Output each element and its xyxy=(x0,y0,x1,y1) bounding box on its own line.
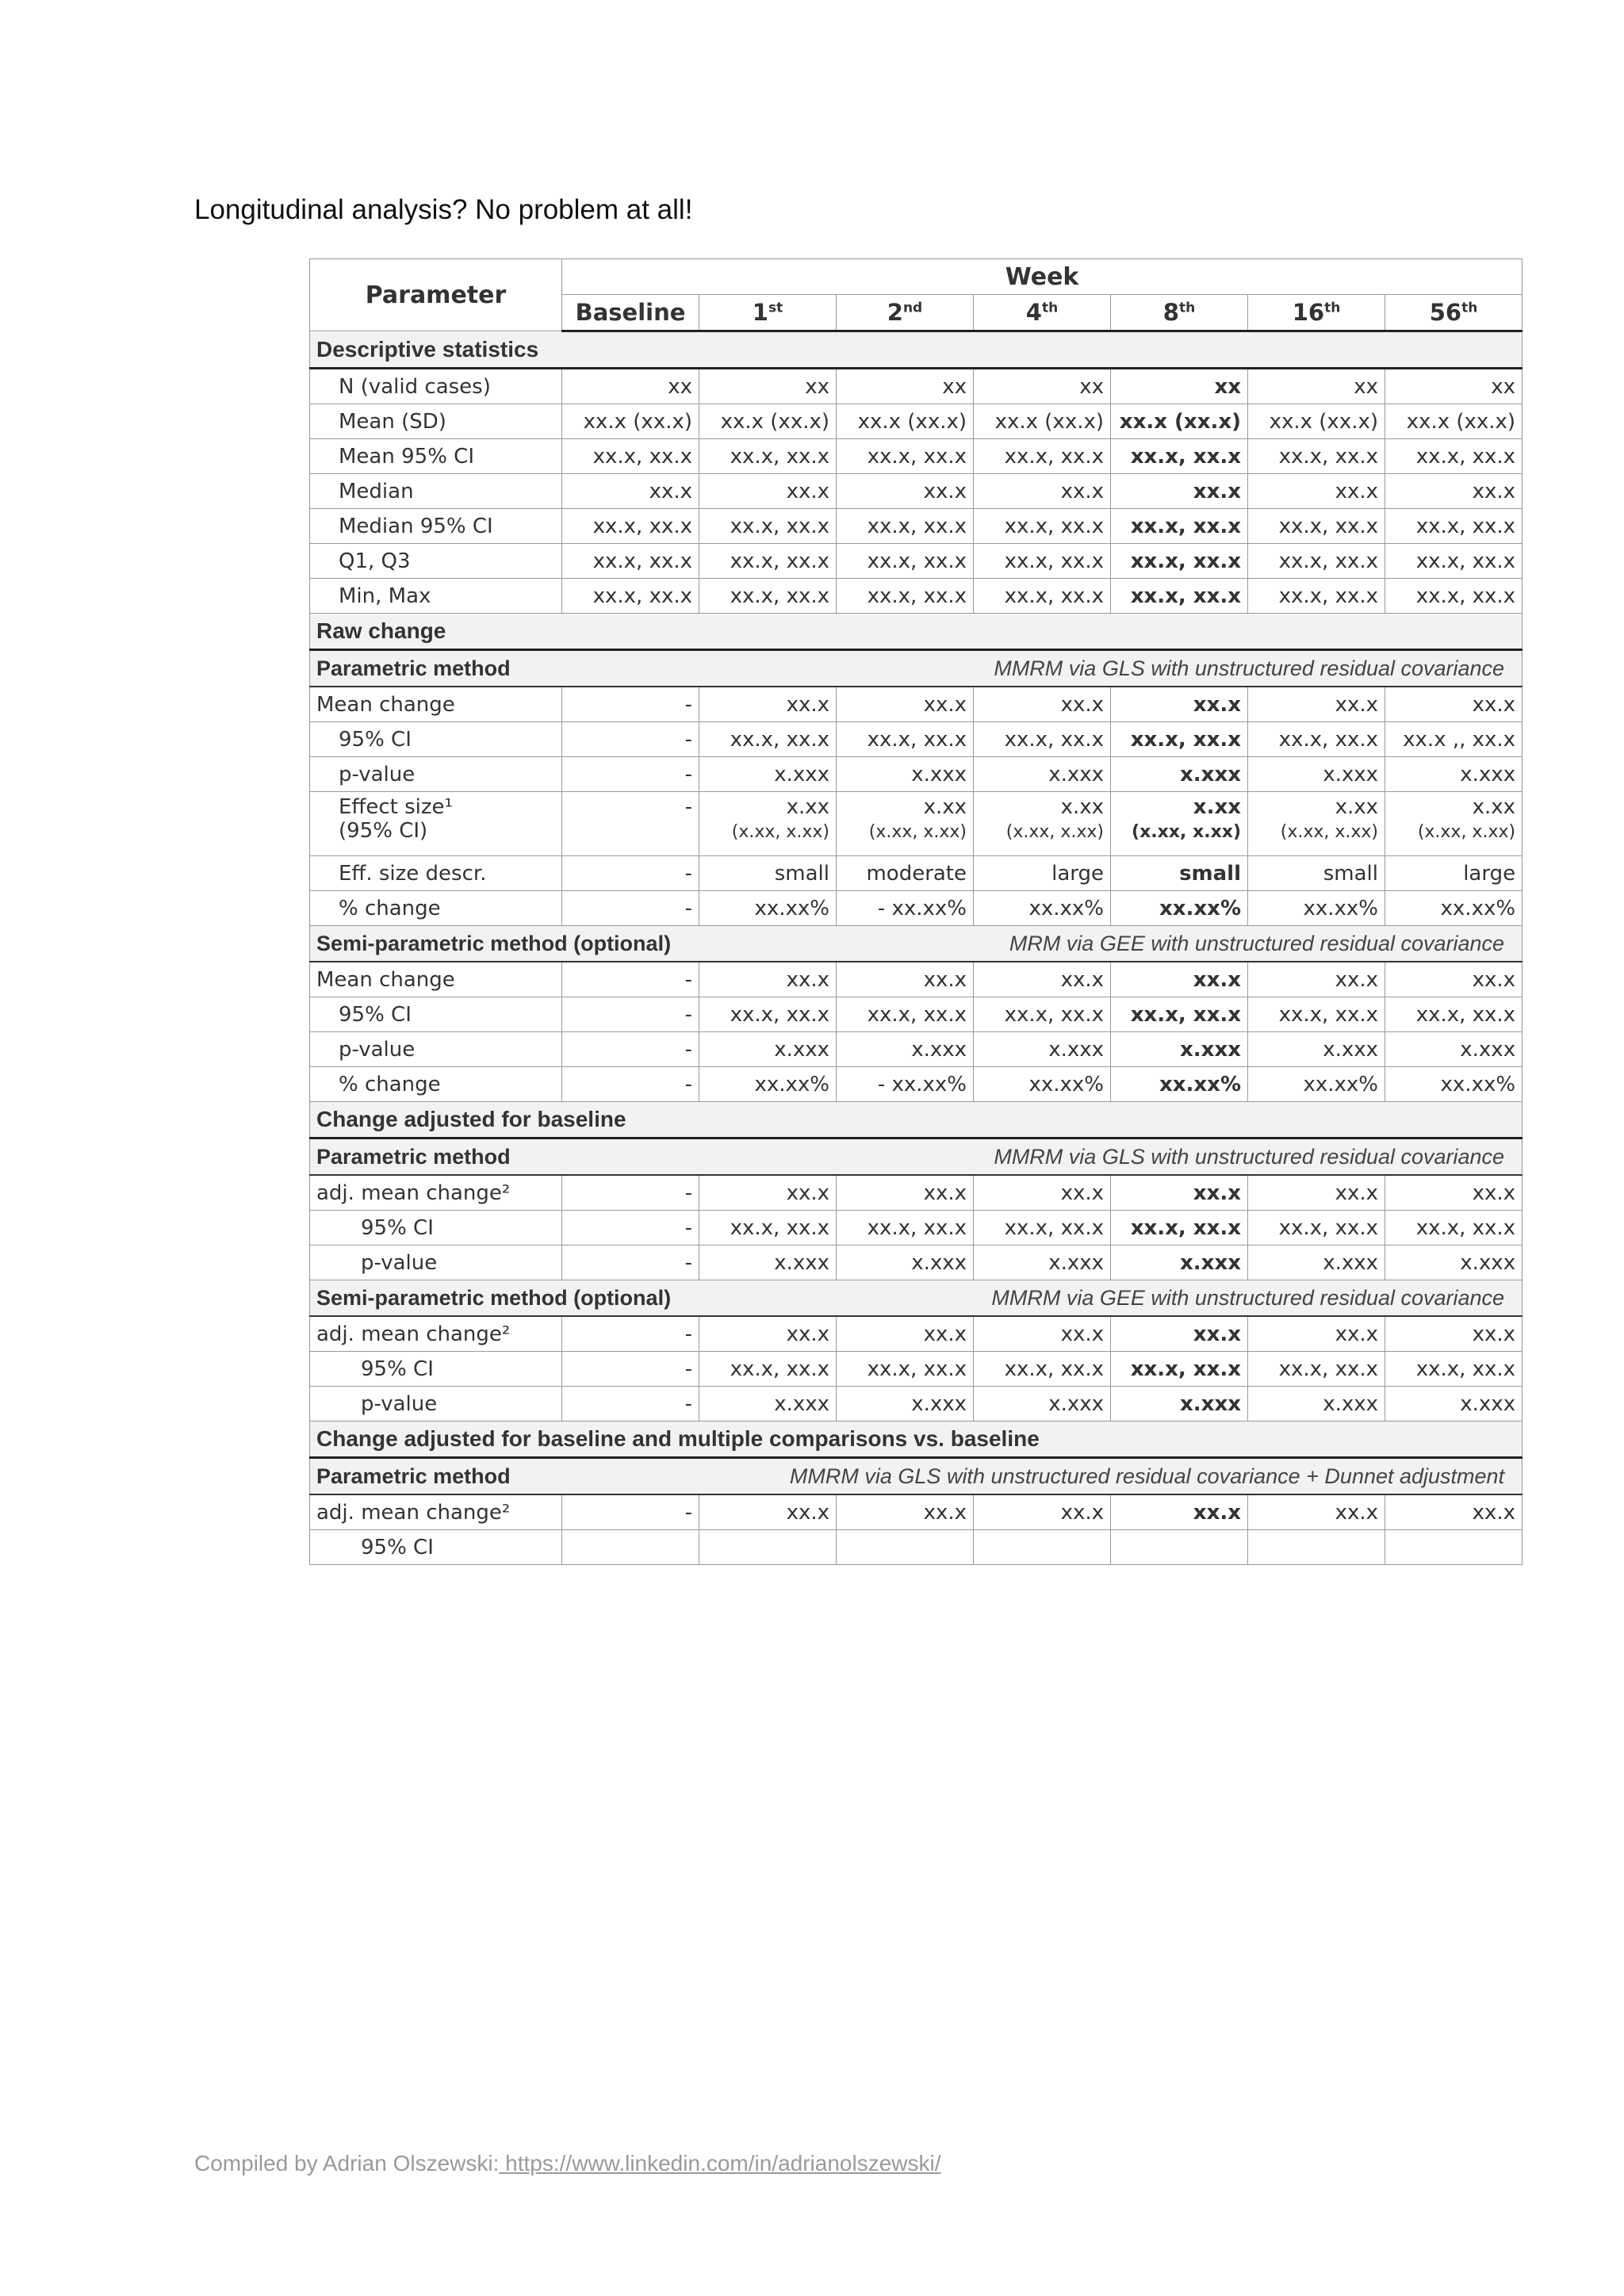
table-cell xyxy=(974,1530,1111,1565)
section-descriptive-statistics-label: Descriptive statistics xyxy=(310,331,1522,369)
table-cell: xx.x, xx.x xyxy=(1248,997,1385,1032)
effect-size-value: x.xx xyxy=(1060,795,1104,819)
table-cell: xx.x, xx.x xyxy=(837,439,974,474)
raw-semi-pct-change-row xyxy=(310,1067,1522,1102)
table-cell: xx xyxy=(699,369,837,404)
table-cell: xx.x (xx.x) xyxy=(1385,404,1522,439)
table-cell: xx.x xyxy=(1111,1175,1248,1211)
table-cell: xx.x, xx.x xyxy=(974,1211,1111,1246)
table-cell: xx.x xyxy=(1385,1494,1522,1530)
table-cell: x.xxx xyxy=(1111,1387,1248,1422)
table-cell: xx.xx% xyxy=(974,891,1111,926)
table-cell: - xx.xx% xyxy=(837,1067,974,1102)
effect-size-ci-label: (95% CI) xyxy=(339,819,428,843)
raw-param-ci-row xyxy=(310,722,1522,757)
desc-row xyxy=(310,439,1522,474)
row-label: 95% CI xyxy=(310,1211,562,1246)
table-cell: xx.x, xx.x xyxy=(1248,579,1385,614)
table-cell: xx.x, xx.x xyxy=(837,509,974,544)
table-cell: - xyxy=(562,962,699,997)
table-cell: xx.x, xx.x xyxy=(699,579,837,614)
table-cell: xx.x, xx.x xyxy=(974,544,1111,579)
table-cell: xx.x, xx.x xyxy=(1248,722,1385,757)
row-label: % change xyxy=(310,1067,562,1102)
method-name: Parametric method xyxy=(316,656,511,680)
table-cell: xx.x, xx.x xyxy=(1248,1352,1385,1387)
raw-semiparametric-method-cell xyxy=(310,926,1522,962)
table-cell: xx.x xyxy=(974,1175,1111,1211)
table-cell: xx.x xyxy=(1248,962,1385,997)
table-cell: xx.x, xx.x xyxy=(837,579,974,614)
effect-size-ci: (x.xx, x.xx) xyxy=(1005,822,1104,842)
row-label: 95% CI xyxy=(310,997,562,1032)
footer-credit xyxy=(194,2151,941,2176)
table-cell: x.xxx xyxy=(1248,757,1385,792)
effect-size-value: x.xx xyxy=(786,795,829,819)
table-cell: - xyxy=(562,1246,699,1280)
table-cell: - xyxy=(562,1387,699,1422)
desc-row xyxy=(310,474,1522,509)
table-cell: xx.x xyxy=(699,1494,837,1530)
table-cell: xx.x, xx.x xyxy=(974,509,1111,544)
table-cell: xx.x xyxy=(1248,687,1385,722)
table-cell: xx xyxy=(1111,369,1248,404)
table-cell: xx.x xyxy=(837,1494,974,1530)
effect-size-cell xyxy=(1385,792,1522,856)
table-cell: x.xxx xyxy=(974,1387,1111,1422)
row-label: adj. mean change² xyxy=(310,1316,562,1352)
table-cell: moderate xyxy=(837,856,974,891)
table-cell: xx.x ,, xx.x xyxy=(1385,722,1522,757)
raw-param-mean-change-row xyxy=(310,687,1522,722)
table-cell: xx.xx% xyxy=(1248,891,1385,926)
table-cell: xx.x, xx.x xyxy=(1111,1352,1248,1387)
effect-size-ci: (x.xx, x.xx) xyxy=(1417,822,1516,842)
table-cell: xx.x xyxy=(837,1316,974,1352)
mc-param-ci-row xyxy=(310,1530,1522,1565)
table-cell: x.xxx xyxy=(699,757,837,792)
table-cell: x.xxx xyxy=(837,1387,974,1422)
table-cell: xx.x, xx.x xyxy=(699,997,837,1032)
table-cell: x.xxx xyxy=(1248,1387,1385,1422)
table-cell: xx.x, xx.x xyxy=(1111,544,1248,579)
table-cell: x.xxx xyxy=(1385,1387,1522,1422)
table-cell: xx.xx% xyxy=(699,891,837,926)
table-cell: - xyxy=(562,1032,699,1067)
table-cell xyxy=(1248,1530,1385,1565)
table-cell: xx xyxy=(837,369,974,404)
week-8-header: 8th xyxy=(1111,295,1248,331)
table-cell: xx.x xyxy=(699,962,837,997)
results-table-body xyxy=(310,331,1522,1565)
table-cell: xx.x xyxy=(1385,1316,1522,1352)
effect-size-value: x.xx xyxy=(1472,795,1516,819)
row-label: N (valid cases) xyxy=(310,369,562,404)
effect-size-cell xyxy=(837,792,974,856)
table-cell: x.xxx xyxy=(1385,757,1522,792)
table-cell xyxy=(1385,1530,1522,1565)
table-cell xyxy=(837,1530,974,1565)
row-label: p-value xyxy=(310,757,562,792)
table-cell: xx.x, xx.x xyxy=(1111,1211,1248,1246)
desc-row xyxy=(310,544,1522,579)
adj-parametric-method xyxy=(310,1138,1522,1176)
table-cell xyxy=(699,1530,837,1565)
table-cell: x.xxx xyxy=(699,1387,837,1422)
table-cell: xx.x, xx.x xyxy=(1385,997,1522,1032)
mc-parametric-method xyxy=(310,1458,1522,1495)
table-cell: xx.x xyxy=(974,962,1111,997)
row-label: % change xyxy=(310,891,562,926)
table-cell: xx.x, xx.x xyxy=(1248,439,1385,474)
footer-prefix: Compiled by Adrian Olszewski: xyxy=(194,2151,500,2175)
adj-param-ci-row xyxy=(310,1211,1522,1246)
row-label xyxy=(310,792,562,856)
raw-param-effect-size-descr-row xyxy=(310,856,1522,891)
table-cell: xx xyxy=(562,369,699,404)
table-cell: xx.x xyxy=(1111,962,1248,997)
table-cell: xx.x xyxy=(837,474,974,509)
table-cell: x.xxx xyxy=(1385,1032,1522,1067)
effect-size-value: x.xx xyxy=(923,795,967,819)
table-cell: xx.x, xx.x xyxy=(699,439,837,474)
table-cell: xx.xx% xyxy=(699,1067,837,1102)
table-cell: xx.x xyxy=(1248,1494,1385,1530)
adj-semi-mean-change-row xyxy=(310,1316,1522,1352)
table-cell: xx.x xyxy=(1111,474,1248,509)
section-change-adjusted-baseline xyxy=(310,1102,1522,1138)
table-cell xyxy=(562,1530,699,1565)
table-cell: xx.x xyxy=(699,1316,837,1352)
table-cell: xx.x, xx.x xyxy=(562,509,699,544)
method-description: MMRM via GLS with unstructured residual covariance + Dunnet adjustment xyxy=(789,1464,1505,1488)
row-label: p-value xyxy=(310,1246,562,1280)
table-cell: xx.x xyxy=(837,962,974,997)
table-cell: xx.x, xx.x xyxy=(974,722,1111,757)
table-cell: xx.x xyxy=(1111,1316,1248,1352)
section-descriptive-statistics xyxy=(310,331,1522,369)
week-16-header: 16th xyxy=(1248,295,1385,331)
adj-parametric-method-cell xyxy=(310,1138,1522,1176)
method-name: Parametric method xyxy=(316,1144,511,1169)
table-cell: small xyxy=(699,856,837,891)
effect-size-value: x.xx xyxy=(1193,795,1241,819)
effect-size-ci: (x.xx, x.xx) xyxy=(731,822,829,842)
desc-row xyxy=(310,509,1522,544)
effect-size-ci: (x.xx, x.xx) xyxy=(868,822,967,842)
row-label: 95% CI xyxy=(310,1352,562,1387)
table-cell: xx.x xyxy=(699,474,837,509)
table-cell: xx.x, xx.x xyxy=(1111,579,1248,614)
table-cell: xx.x xyxy=(1385,962,1522,997)
table-cell: xx.x xyxy=(1385,687,1522,722)
desc-row xyxy=(310,579,1522,614)
week-1-header: 1st xyxy=(699,295,837,331)
table-cell: xx.xx% xyxy=(1248,1067,1385,1102)
mc-param-mean-change-row xyxy=(310,1494,1522,1530)
table-cell: xx.x xyxy=(699,1175,837,1211)
table-cell: xx.x, xx.x xyxy=(1111,722,1248,757)
table-cell: - xyxy=(562,891,699,926)
table-cell: xx.x, xx.x xyxy=(1111,997,1248,1032)
method-name: Parametric method xyxy=(316,1464,511,1488)
method-description: MRM via GEE with unstructured residual covariance xyxy=(1009,931,1505,955)
raw-semi-pvalue-row xyxy=(310,1032,1522,1067)
table-cell: x.xxx xyxy=(974,1032,1111,1067)
raw-parametric-method xyxy=(310,650,1522,687)
section-multiple-comparisons xyxy=(310,1422,1522,1458)
table-cell: - xyxy=(562,856,699,891)
table-cell: xx.x, xx.x xyxy=(699,1211,837,1246)
table-cell: xx xyxy=(1385,369,1522,404)
row-label: adj. mean change² xyxy=(310,1175,562,1211)
table-cell: xx.x xyxy=(974,1494,1111,1530)
table-cell: - xyxy=(562,722,699,757)
effect-size-cell xyxy=(1248,792,1385,856)
raw-param-effect-size-row xyxy=(310,792,1522,856)
table-cell: xx.x, xx.x xyxy=(1111,509,1248,544)
table-cell: x.xxx xyxy=(837,1246,974,1280)
table-cell: xx.xx% xyxy=(1385,1067,1522,1102)
row-label: 95% CI xyxy=(310,722,562,757)
table-cell: xx.x, xx.x xyxy=(1248,1211,1385,1246)
table-cell: x.xxx xyxy=(1248,1032,1385,1067)
raw-semi-mean-change-row xyxy=(310,962,1522,997)
row-label: Q1, Q3 xyxy=(310,544,562,579)
raw-parametric-method-cell xyxy=(310,650,1522,687)
raw-semi-ci-row xyxy=(310,997,1522,1032)
table-cell: small xyxy=(1248,856,1385,891)
method-name: Semi-parametric method (optional) xyxy=(316,1285,672,1310)
table-cell: x.xxx xyxy=(1111,1032,1248,1067)
adj-param-mean-change-row xyxy=(310,1175,1522,1211)
table-cell: xx.x, xx.x xyxy=(1248,509,1385,544)
row-label: Eff. size descr. xyxy=(310,856,562,891)
table-cell: xx.x xyxy=(1111,687,1248,722)
table-cell xyxy=(1111,1530,1248,1565)
table-cell: xx xyxy=(974,369,1111,404)
adj-semi-ci-row xyxy=(310,1352,1522,1387)
table-cell: - xyxy=(562,997,699,1032)
week-4-header: 4th xyxy=(974,295,1111,331)
table-cell: xx.x (xx.x) xyxy=(974,404,1111,439)
table-cell: xx.x xyxy=(974,687,1111,722)
row-label: Mean change xyxy=(310,687,562,722)
desc-row xyxy=(310,404,1522,439)
method-description: MMRM via GEE with unstructured residual covariance xyxy=(991,1285,1505,1310)
method-description: MMRM via GLS with unstructured residual covariance xyxy=(994,1144,1505,1169)
table-cell: x.xxx xyxy=(1248,1246,1385,1280)
raw-param-pvalue-row xyxy=(310,757,1522,792)
raw-param-pct-change-row xyxy=(310,891,1522,926)
table-cell: xx.x, xx.x xyxy=(1111,439,1248,474)
section-change-adjusted-baseline-label: Change adjusted for baseline xyxy=(310,1102,1522,1138)
baseline-header: Baseline xyxy=(562,295,699,331)
table-cell: xx.x xyxy=(974,1316,1111,1352)
table-cell: xx.x, xx.x xyxy=(1385,544,1522,579)
table-cell: xx.x, xx.x xyxy=(837,544,974,579)
row-label: Mean 95% CI xyxy=(310,439,562,474)
table-cell: xx.x, xx.x xyxy=(837,1211,974,1246)
section-raw-change-label: Raw change xyxy=(310,614,1522,650)
row-label: Mean (SD) xyxy=(310,404,562,439)
row-label: 95% CI xyxy=(310,1530,562,1565)
table-cell: x.xxx xyxy=(837,1032,974,1067)
table-cell: xx.x, xx.x xyxy=(1385,439,1522,474)
table-cell: - xyxy=(562,1067,699,1102)
table-cell: - xyxy=(562,687,699,722)
table-cell: - xyxy=(562,1352,699,1387)
table-cell: x.xxx xyxy=(699,1246,837,1280)
table-cell: xx.x xyxy=(1248,474,1385,509)
table-cell: xx xyxy=(1248,369,1385,404)
page-heading: Longitudinal analysis? No problem at all! xyxy=(194,194,693,225)
table-cell: xx.x, xx.x xyxy=(1385,1211,1522,1246)
table-cell: xx.x, xx.x xyxy=(699,544,837,579)
table-cell: large xyxy=(974,856,1111,891)
footer-link[interactable]: https://www.linkedin.com/in/adrianolszewski/ xyxy=(499,2151,941,2175)
effect-size-cell xyxy=(974,792,1111,856)
table-cell: xx.x, xx.x xyxy=(1385,1352,1522,1387)
section-raw-change xyxy=(310,614,1522,650)
table-cell: xx.x, xx.x xyxy=(1385,509,1522,544)
table-cell: - xyxy=(562,792,699,856)
table-cell: xx.xx% xyxy=(974,1067,1111,1102)
adj-param-pvalue-row xyxy=(310,1246,1522,1280)
parameter-header: Parameter xyxy=(310,259,562,331)
table-cell: xx.x xyxy=(1385,1175,1522,1211)
table-cell: xx.x xyxy=(562,474,699,509)
table-cell: x.xxx xyxy=(1385,1246,1522,1280)
table-cell: xx.x xyxy=(974,474,1111,509)
table-cell: - xyxy=(562,757,699,792)
table-cell: xx.x, xx.x xyxy=(699,1352,837,1387)
table-cell: xx.xx% xyxy=(1385,891,1522,926)
row-label: Min, Max xyxy=(310,579,562,614)
table-cell: xx.x, xx.x xyxy=(974,579,1111,614)
table-cell: xx.x xyxy=(1385,474,1522,509)
table-cell: xx.x, xx.x xyxy=(699,722,837,757)
row-label: Median 95% CI xyxy=(310,509,562,544)
table-cell: - xyxy=(562,1211,699,1246)
table-cell: xx.x xyxy=(1111,1494,1248,1530)
table-cell: - xyxy=(562,1494,699,1530)
table-cell: xx.x, xx.x xyxy=(837,722,974,757)
table-cell: xx.x (xx.x) xyxy=(699,404,837,439)
section-multiple-comparisons-label: Change adjusted for baseline and multiple comparisons vs. baseline xyxy=(310,1422,1522,1458)
table-cell: - xx.xx% xyxy=(837,891,974,926)
table-cell: - xyxy=(562,1175,699,1211)
table-cell: xx.x xyxy=(1248,1175,1385,1211)
table-cell: xx.xx% xyxy=(1111,1067,1248,1102)
effect-size-ci: (x.xx, x.xx) xyxy=(1132,822,1241,842)
adj-semiparametric-method-cell xyxy=(310,1280,1522,1317)
adj-semi-pvalue-row xyxy=(310,1387,1522,1422)
raw-semiparametric-method xyxy=(310,926,1522,962)
table-cell: xx.x (xx.x) xyxy=(562,404,699,439)
mc-parametric-method-cell xyxy=(310,1458,1522,1495)
table-cell: xx.x (xx.x) xyxy=(1248,404,1385,439)
results-table xyxy=(309,258,1522,1565)
table-cell: xx.x xyxy=(837,687,974,722)
table-cell: xx.x, xx.x xyxy=(699,509,837,544)
row-label: Mean change xyxy=(310,962,562,997)
results-table-container xyxy=(309,258,1522,1580)
row-label: p-value xyxy=(310,1387,562,1422)
method-description: MMRM via GLS with unstructured residual covariance xyxy=(994,656,1505,680)
row-label: Median xyxy=(310,474,562,509)
table-cell: xx.x (xx.x) xyxy=(1111,404,1248,439)
row-label: adj. mean change² xyxy=(310,1494,562,1530)
desc-row xyxy=(310,369,1522,404)
week-56-header: 56th xyxy=(1385,295,1522,331)
table-cell: xx.x, xx.x xyxy=(974,997,1111,1032)
table-cell: xx.x xyxy=(837,1175,974,1211)
table-cell: xx.x, xx.x xyxy=(562,439,699,474)
effect-size-label: Effect size¹ xyxy=(339,795,453,819)
table-cell: xx.x, xx.x xyxy=(1385,579,1522,614)
effect-size-ci: (x.xx, x.xx) xyxy=(1280,822,1378,842)
table-cell: xx.x, xx.x xyxy=(837,1352,974,1387)
week-2-header: 2nd xyxy=(837,295,974,331)
table-cell: xx.xx% xyxy=(1111,891,1248,926)
table-cell: xx.x, xx.x xyxy=(837,997,974,1032)
table-cell: xx.x, xx.x xyxy=(562,579,699,614)
method-name: Semi-parametric method (optional) xyxy=(316,931,672,955)
table-cell: xx.x xyxy=(1248,1316,1385,1352)
effect-size-value: x.xx xyxy=(1335,795,1378,819)
row-label: p-value xyxy=(310,1032,562,1067)
table-cell: xx.x, xx.x xyxy=(974,1352,1111,1387)
table-cell: x.xxx xyxy=(1111,757,1248,792)
table-cell: large xyxy=(1385,856,1522,891)
effect-size-cell xyxy=(699,792,837,856)
effect-size-cell xyxy=(1111,792,1248,856)
table-cell: - xyxy=(562,1316,699,1352)
table-cell: xx.x, xx.x xyxy=(562,544,699,579)
table-cell: small xyxy=(1111,856,1248,891)
table-cell: xx.x, xx.x xyxy=(974,439,1111,474)
adj-semiparametric-method xyxy=(310,1280,1522,1317)
table-cell: xx.x (xx.x) xyxy=(837,404,974,439)
table-cell: x.xxx xyxy=(974,757,1111,792)
table-cell: x.xxx xyxy=(1111,1246,1248,1280)
week-header: Week xyxy=(562,259,1522,295)
table-cell: x.xxx xyxy=(699,1032,837,1067)
table-cell: x.xxx xyxy=(974,1246,1111,1280)
table-cell: xx.x, xx.x xyxy=(1248,544,1385,579)
table-cell: xx.x xyxy=(699,687,837,722)
table-cell: x.xxx xyxy=(837,757,974,792)
